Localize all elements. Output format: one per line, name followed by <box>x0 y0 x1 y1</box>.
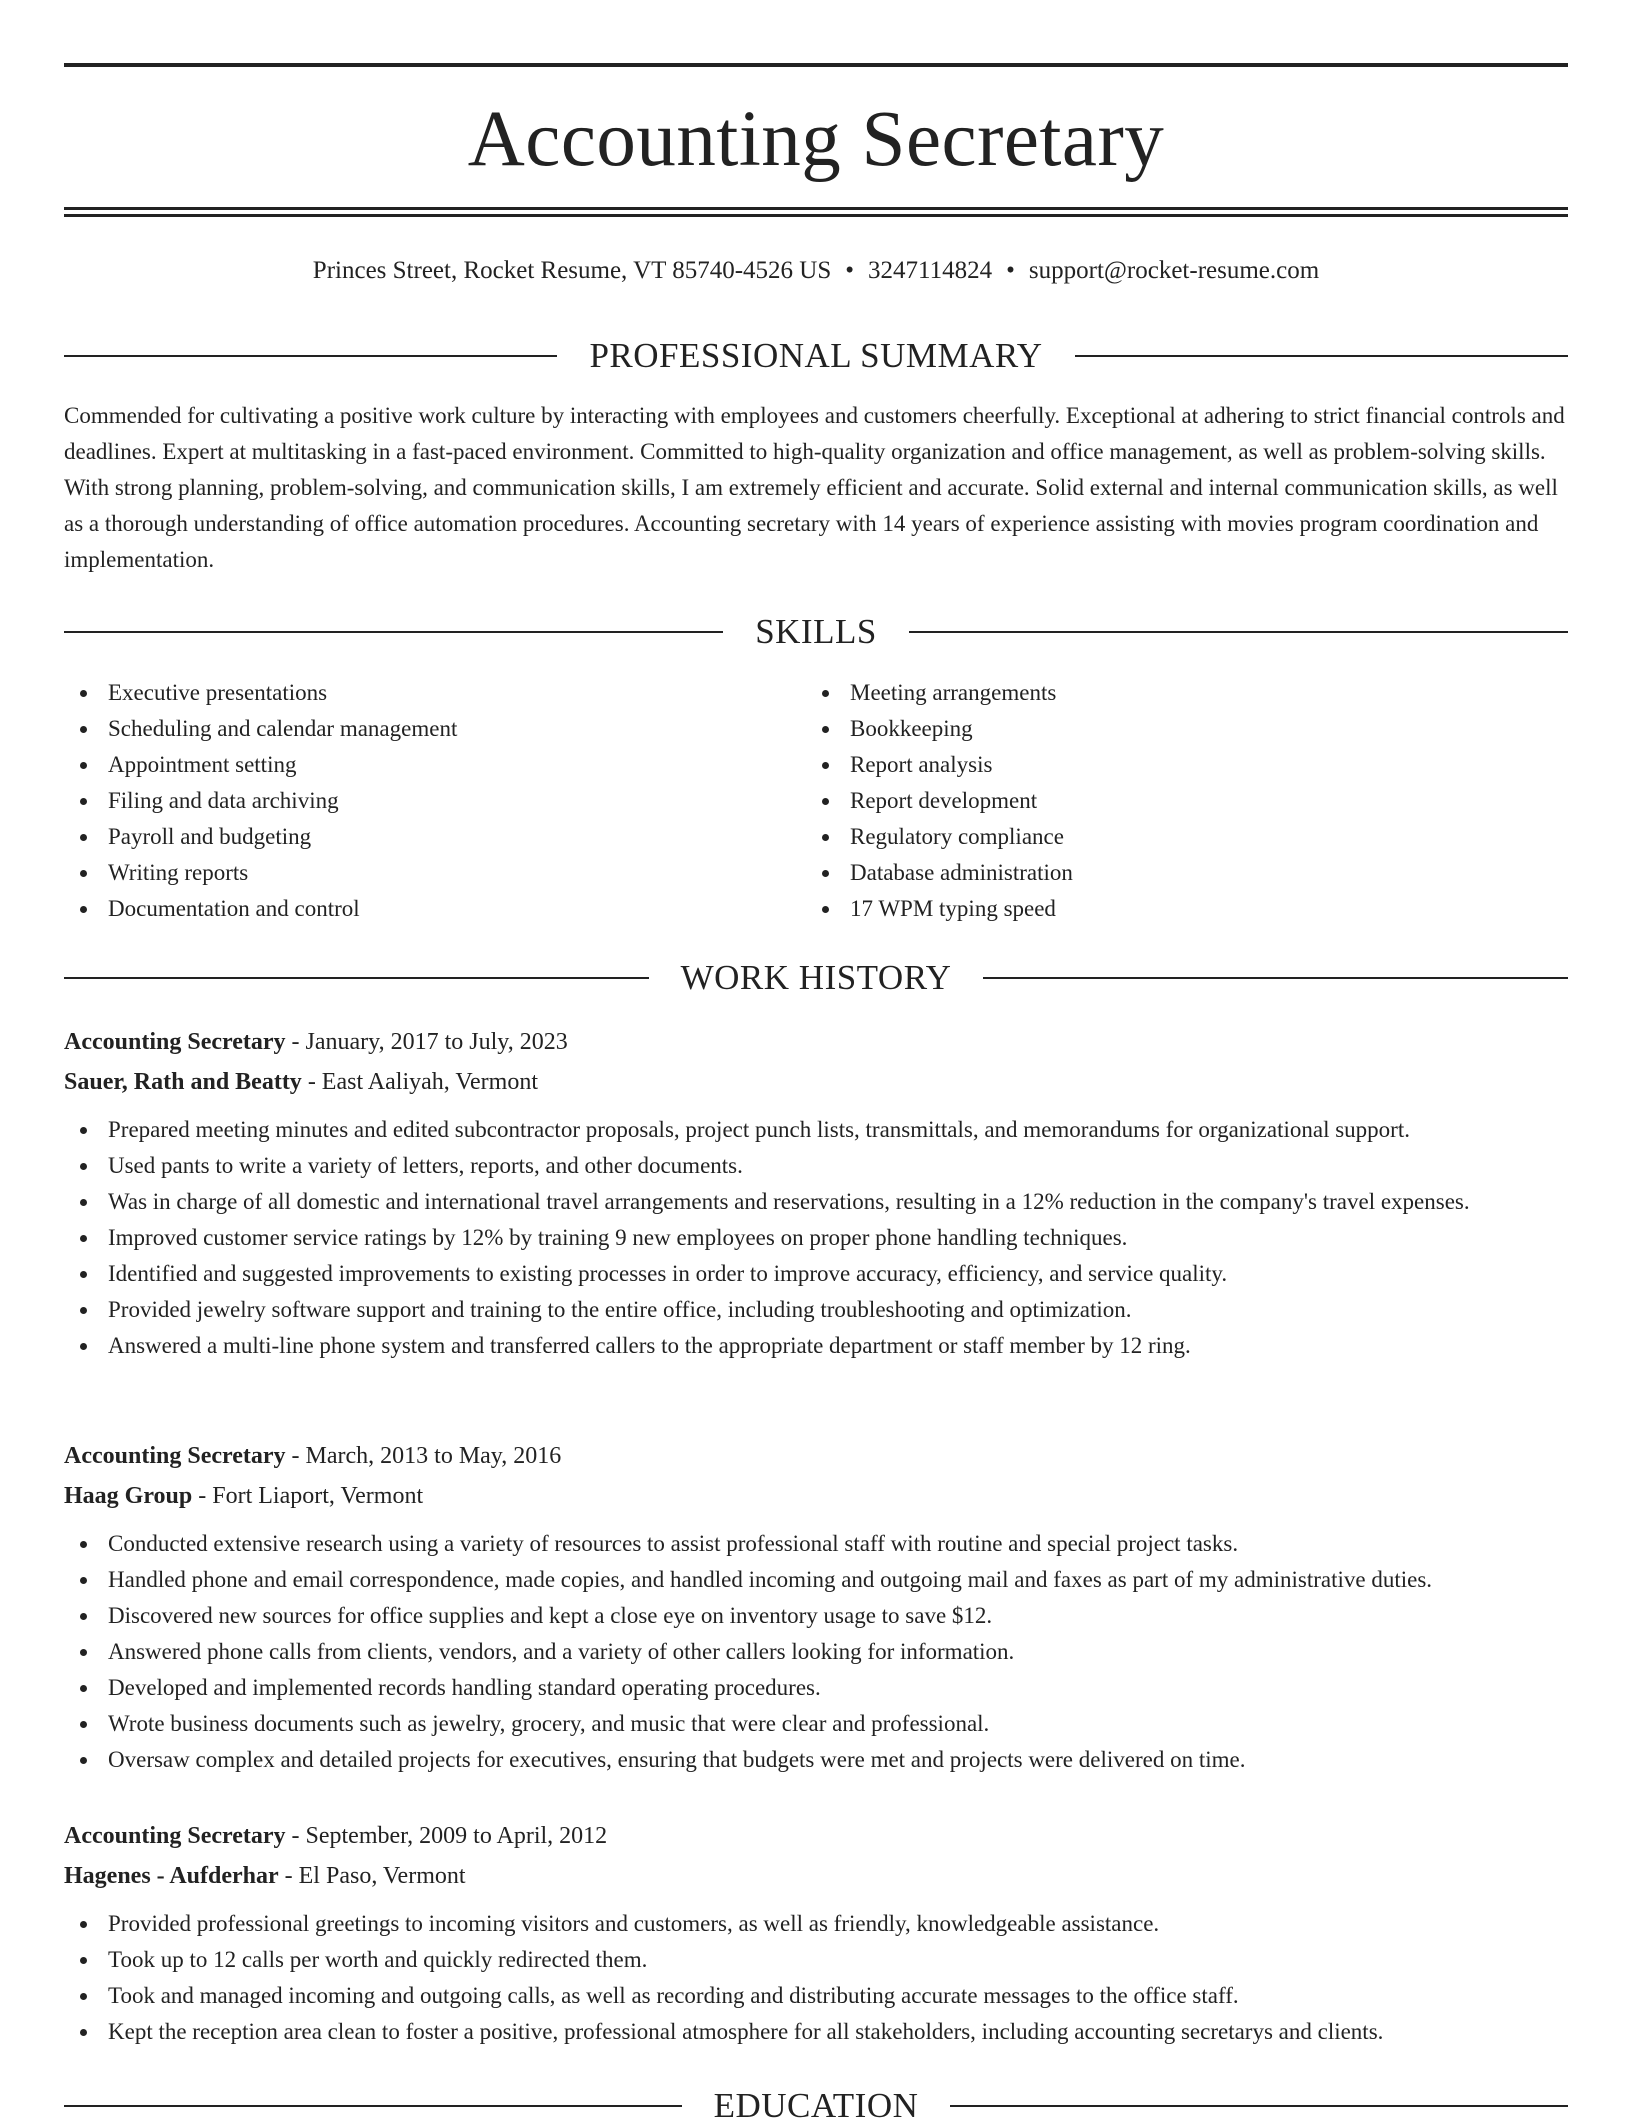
skill-item: Meeting arrangements <box>806 675 1506 711</box>
section-title: WORK HISTORY <box>680 958 952 997</box>
professional-summary-text: Commended for cultivating a positive work culture by interacting with employees and customers cheerfully. Exceptional at adhering to strict financial controls and deadlines. Expert at multitasking in a fast-paced environment. Committed to high-quality organization and office management, as well as problem-solving skills. With strong planning, problem-solving, and communication skills, I am extremely efficient and accurate. Solid external and internal communication skills, as well as a thorough understanding of office automation procedures. Accounting secretary with 14 years of experience assisting with movies program coordination and implementation. <box>64 403 1565 572</box>
job-title: Accounting Secretary <box>64 1823 286 1849</box>
job-duty: Developed and implemented records handling standard operating procedures. <box>64 1670 1568 1706</box>
job-duty: Was in charge of all domestic and international travel arrangements and reservations, resulting in a 12% reduction in the company's travel expenses. <box>64 1184 1568 1220</box>
contact-separator: • <box>1006 257 1015 284</box>
divider <box>64 355 557 357</box>
job-location: - Fort Liaport, Vermont <box>192 1483 424 1509</box>
divider <box>1075 355 1568 357</box>
job-dates: - January, 2017 to July, 2023 <box>285 1029 568 1055</box>
job-title: Accounting Secretary <box>64 1029 286 1055</box>
skill-item: Bookkeeping <box>806 711 1506 747</box>
resume-title: Accounting Secretary <box>467 96 1165 183</box>
job-duties <box>64 1112 1568 1364</box>
job-duty: Conducted extensive research using a variety of resources to assist professional staff with routine and special project tasks. <box>64 1526 1568 1562</box>
job-duties <box>64 1906 1568 2050</box>
job-duties <box>64 1526 1568 1778</box>
job-company: Haag Group <box>64 1483 193 1509</box>
skill-item: Payroll and budgeting <box>64 819 806 855</box>
job-dates: - March, 2013 to May, 2016 <box>285 1443 562 1469</box>
section-header-skills <box>64 610 1568 654</box>
job-title: Accounting Secretary <box>64 1443 286 1469</box>
skill-item: Documentation and control <box>64 891 806 927</box>
title-double-rule <box>64 207 1568 217</box>
job-duty: Answered a multi-line phone system and transferred callers to the appropriate department or staff member by 12 ring. <box>64 1328 1568 1364</box>
job-company: Sauer, Rath and Beatty <box>64 1069 302 1095</box>
skills-column-left <box>64 675 806 927</box>
job-duty: Identified and suggested improvements to existing processes in order to improve accuracy, efficiency, and service quality. <box>64 1256 1568 1292</box>
contact-phone: 3247114824 <box>868 257 993 284</box>
skill-item: Regulatory compliance <box>806 819 1506 855</box>
section-header-education <box>64 2084 1568 2128</box>
job-duty: Provided jewelry software support and training to the entire office, including troubleshooting and optimization. <box>64 1292 1568 1328</box>
skill-item: Filing and data archiving <box>64 783 806 819</box>
divider <box>909 631 1568 633</box>
divider <box>64 977 649 979</box>
job-entry <box>64 1816 1568 2050</box>
job-duty: Discovered new sources for office supplies and kept a close eye on inventory usage to save $12. <box>64 1598 1568 1634</box>
job-company-line <box>64 1062 1568 1102</box>
job-location: - El Paso, Vermont <box>278 1863 466 1889</box>
section-header-work-history <box>64 956 1568 1000</box>
skill-item: Database administration <box>806 855 1506 891</box>
job-title-line <box>64 1022 1568 1062</box>
job-duty: Oversaw complex and detailed projects for executives, ensuring that budgets were met and projects were delivered on time. <box>64 1742 1568 1778</box>
divider <box>983 977 1568 979</box>
contact-address: Princes Street, Rocket Resume, VT 85740-4526 US <box>312 257 832 284</box>
job-duty: Improved customer service ratings by 12% by training 9 new employees on proper phone handling techniques. <box>64 1220 1568 1256</box>
skill-item: Report development <box>806 783 1506 819</box>
job-company-line <box>64 1856 1568 1896</box>
job-company-line <box>64 1476 1568 1516</box>
skill-item: Writing reports <box>64 855 806 891</box>
top-rule <box>64 63 1568 67</box>
job-entry <box>64 1022 1568 1364</box>
section-title: PROFESSIONAL SUMMARY <box>589 336 1043 375</box>
job-title-line <box>64 1436 1568 1476</box>
divider <box>64 2105 682 2107</box>
job-duty: Kept the reception area clean to foster a positive, professional atmosphere for all stakeholders, including accounting secretarys and clients. <box>64 2014 1568 2050</box>
job-company: Hagenes - Aufderhar <box>64 1863 279 1889</box>
section-title: SKILLS <box>755 612 877 651</box>
contact-separator: • <box>845 257 855 284</box>
job-dates: - September, 2009 to April, 2012 <box>285 1823 608 1849</box>
skill-item: Scheduling and calendar management <box>64 711 806 747</box>
divider <box>950 2105 1568 2107</box>
skill-item: 17 WPM typing speed <box>806 891 1506 927</box>
job-duty: Handled phone and email correspondence, made copies, and handled incoming and outgoing mail and faxes as part of my administrative duties. <box>64 1562 1568 1598</box>
job-entry <box>64 1436 1568 1778</box>
job-duty: Took and managed incoming and outgoing calls, as well as recording and distributing accurate messages to the office staff. <box>64 1978 1568 2014</box>
job-duty: Answered phone calls from clients, vendors, and a variety of other callers looking for information. <box>64 1634 1568 1670</box>
job-title-line <box>64 1816 1568 1856</box>
skills-list <box>64 675 1568 927</box>
skill-item: Executive presentations <box>64 675 806 711</box>
job-duty: Wrote business documents such as jewelry, grocery, and music that were clear and professional. <box>64 1706 1568 1742</box>
job-duty: Provided professional greetings to incoming visitors and customers, as well as friendly, knowledgeable assistance. <box>64 1906 1568 1942</box>
section-header-summary <box>64 334 1568 378</box>
section-title: EDUCATION <box>713 2086 919 2125</box>
contact-line <box>64 254 1568 288</box>
skill-item: Report analysis <box>806 747 1506 783</box>
job-duty: Took up to 12 calls per worth and quickly redirected them. <box>64 1942 1568 1978</box>
skill-item: Appointment setting <box>64 747 806 783</box>
job-duty: Used pants to write a variety of letters, reports, and other documents. <box>64 1148 1568 1184</box>
contact-email: support@rocket-resume.com <box>1028 257 1320 284</box>
divider <box>64 631 723 633</box>
job-location: - East Aaliyah, Vermont <box>301 1069 538 1095</box>
skills-column-right <box>806 675 1506 927</box>
job-duty: Prepared meeting minutes and edited subcontractor proposals, project punch lists, transmittals, and memorandums for organizational support. <box>64 1112 1568 1148</box>
